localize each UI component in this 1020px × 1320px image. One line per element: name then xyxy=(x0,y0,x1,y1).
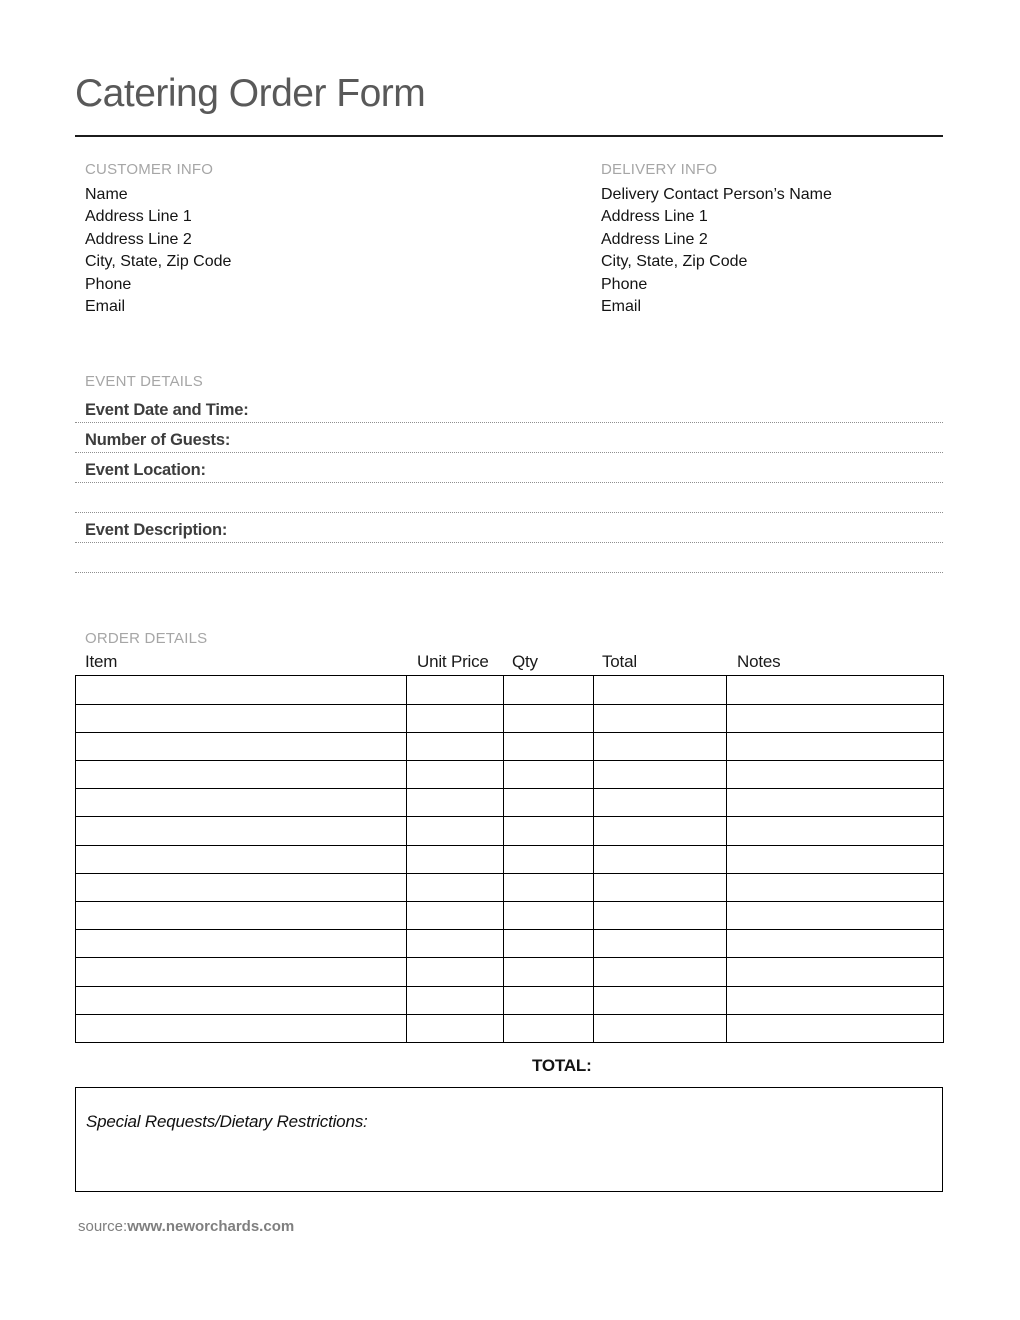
customer-field-address1: Address Line 1 xyxy=(85,208,192,226)
order-table-row xyxy=(76,789,944,817)
order-table-cell[interactable] xyxy=(594,704,727,732)
column-header-item: Item xyxy=(85,652,118,672)
order-table-row xyxy=(76,901,944,929)
event-field-label: Event Date and Time: xyxy=(85,401,249,420)
order-table-cell[interactable] xyxy=(727,873,944,901)
order-table-cell[interactable] xyxy=(76,873,407,901)
order-table-cell[interactable] xyxy=(594,676,727,704)
order-items-table xyxy=(75,675,944,1042)
order-table-row xyxy=(76,1014,944,1042)
order-table-cell[interactable] xyxy=(594,845,727,873)
order-table-cell[interactable] xyxy=(76,845,407,873)
column-header-qty: Qty xyxy=(512,652,538,672)
delivery-info-fields xyxy=(601,184,943,318)
order-table-cell[interactable] xyxy=(594,873,727,901)
customer-field-name: Name xyxy=(85,186,128,203)
source-label: source: xyxy=(78,1217,128,1235)
order-table-cell[interactable] xyxy=(594,958,727,986)
order-details-heading: ORDER DETAILS xyxy=(85,630,208,648)
event-field-row-location xyxy=(75,453,943,483)
order-table-cell[interactable] xyxy=(504,817,594,845)
customer-info-column xyxy=(85,161,601,318)
customer-field-city-state-zip: City, State, Zip Code xyxy=(85,253,232,271)
order-table-cell[interactable] xyxy=(76,789,407,817)
order-table-cell[interactable] xyxy=(407,958,504,986)
order-table-cell[interactable] xyxy=(727,845,944,873)
order-table-cell[interactable] xyxy=(407,817,504,845)
order-table-cell[interactable] xyxy=(407,845,504,873)
order-table-cell[interactable] xyxy=(504,1014,594,1042)
event-field-row-blank xyxy=(75,543,943,573)
order-table-cell[interactable] xyxy=(727,761,944,789)
order-table-body xyxy=(76,676,944,1042)
event-field-fill-line[interactable] xyxy=(230,429,943,452)
order-table-cell[interactable] xyxy=(727,930,944,958)
order-table-cell[interactable] xyxy=(76,817,407,845)
column-header-notes: Notes xyxy=(737,652,781,672)
delivery-field-city-state-zip: City, State, Zip Code xyxy=(601,253,748,271)
order-table-cell[interactable] xyxy=(76,704,407,732)
order-table-cell[interactable] xyxy=(76,930,407,958)
order-table-column-headers xyxy=(75,652,943,672)
order-table-cell[interactable] xyxy=(504,676,594,704)
order-table-cell[interactable] xyxy=(594,761,727,789)
order-table-cell[interactable] xyxy=(76,676,407,704)
special-requests-box[interactable] xyxy=(75,1087,943,1192)
footer-source xyxy=(75,1218,943,1235)
order-table-cell[interactable] xyxy=(504,901,594,929)
event-details-heading: EVENT DETAILS xyxy=(85,373,203,391)
order-table-row xyxy=(76,873,944,901)
order-table-cell[interactable] xyxy=(504,761,594,789)
delivery-field-phone: Phone xyxy=(601,275,648,293)
order-table-row xyxy=(76,704,944,732)
order-table-cell[interactable] xyxy=(727,789,944,817)
delivery-info-heading: DELIVERY INFO xyxy=(601,161,718,178)
order-table-cell[interactable] xyxy=(504,732,594,760)
total-label: TOTAL: xyxy=(532,1055,592,1075)
order-table-row xyxy=(76,761,944,789)
event-field-fill-line[interactable] xyxy=(85,549,943,572)
total-value-field[interactable] xyxy=(592,1056,682,1076)
order-table-row xyxy=(76,930,944,958)
order-table-row xyxy=(76,845,944,873)
event-details-section xyxy=(75,373,943,573)
order-table-cell[interactable] xyxy=(594,732,727,760)
order-table-cell[interactable] xyxy=(407,732,504,760)
order-table-cell[interactable] xyxy=(407,704,504,732)
order-table-cell[interactable] xyxy=(727,986,944,1014)
event-field-row-date-time xyxy=(75,393,943,423)
customer-info-fields xyxy=(85,184,601,318)
order-table-cell[interactable] xyxy=(594,901,727,929)
order-table-cell[interactable] xyxy=(727,732,944,760)
order-table-cell[interactable] xyxy=(594,789,727,817)
delivery-field-address1: Address Line 1 xyxy=(601,208,708,226)
order-table-cell[interactable] xyxy=(76,986,407,1014)
order-table-cell[interactable] xyxy=(594,1014,727,1042)
order-details-section xyxy=(75,630,943,1075)
order-table-cell[interactable] xyxy=(407,676,504,704)
delivery-field-address2: Address Line 2 xyxy=(601,230,708,248)
order-table-cell[interactable] xyxy=(407,873,504,901)
order-table-cell[interactable] xyxy=(407,930,504,958)
event-field-row-description xyxy=(75,513,943,543)
order-table-row xyxy=(76,817,944,845)
order-table-cell[interactable] xyxy=(727,958,944,986)
event-field-fill-line[interactable] xyxy=(206,459,943,482)
event-field-row-blank xyxy=(75,483,943,513)
order-table-cell[interactable] xyxy=(504,845,594,873)
customer-field-phone: Phone xyxy=(85,275,132,293)
order-table-cell[interactable] xyxy=(727,676,944,704)
order-table-cell[interactable] xyxy=(504,873,594,901)
title-divider xyxy=(75,135,943,137)
event-field-row-guests xyxy=(75,423,943,453)
order-table-cell[interactable] xyxy=(504,958,594,986)
delivery-info-column xyxy=(601,161,943,318)
order-table-cell[interactable] xyxy=(504,986,594,1014)
order-table-cell[interactable] xyxy=(504,930,594,958)
order-table-cell[interactable] xyxy=(504,789,594,817)
order-table-cell[interactable] xyxy=(727,1014,944,1042)
order-table-cell[interactable] xyxy=(727,901,944,929)
order-table-cell[interactable] xyxy=(76,901,407,929)
customer-info-heading: CUSTOMER INFO xyxy=(85,161,214,178)
event-details-rows xyxy=(75,393,943,573)
order-table-row xyxy=(76,958,944,986)
contact-info-section xyxy=(75,161,943,318)
event-field-label: Event Location: xyxy=(85,461,206,480)
event-field-label: Event Description: xyxy=(85,521,228,540)
event-field-fill-line[interactable] xyxy=(85,489,943,512)
delivery-field-contact-name: Delivery Contact Person’s Name xyxy=(601,186,832,203)
order-table-row xyxy=(76,676,944,704)
order-table-cell[interactable] xyxy=(727,817,944,845)
order-table-cell[interactable] xyxy=(594,930,727,958)
order-table-cell[interactable] xyxy=(407,789,504,817)
order-table-row xyxy=(76,732,944,760)
order-table-cell[interactable] xyxy=(76,1014,407,1042)
customer-field-address2: Address Line 2 xyxy=(85,230,192,248)
order-table-cell[interactable] xyxy=(727,704,944,732)
order-table-row xyxy=(76,986,944,1014)
special-requests-label: Special Requests/Dietary Restrictions: xyxy=(86,1111,368,1131)
order-table-cell[interactable] xyxy=(407,901,504,929)
customer-field-email: Email xyxy=(85,298,126,316)
order-total-row xyxy=(75,1056,943,1076)
order-table-cell[interactable] xyxy=(407,761,504,789)
column-header-unit-price: Unit Price xyxy=(417,652,489,672)
order-table-cell[interactable] xyxy=(76,732,407,760)
order-table-cell[interactable] xyxy=(504,704,594,732)
order-table-cell[interactable] xyxy=(594,817,727,845)
order-table-cell[interactable] xyxy=(76,761,407,789)
event-field-label: Number of Guests: xyxy=(85,431,231,450)
event-field-fill-line[interactable] xyxy=(249,399,944,422)
source-url: www.neworchards.com xyxy=(127,1217,295,1235)
event-field-fill-line[interactable] xyxy=(227,519,943,542)
delivery-field-email: Email xyxy=(601,298,642,316)
order-table-cell[interactable] xyxy=(594,986,727,1014)
page-title: Catering Order Form xyxy=(75,72,426,115)
order-table-cell[interactable] xyxy=(407,986,504,1014)
order-table-cell[interactable] xyxy=(407,1014,504,1042)
column-header-total: Total xyxy=(602,652,637,672)
order-table-cell[interactable] xyxy=(76,958,407,986)
